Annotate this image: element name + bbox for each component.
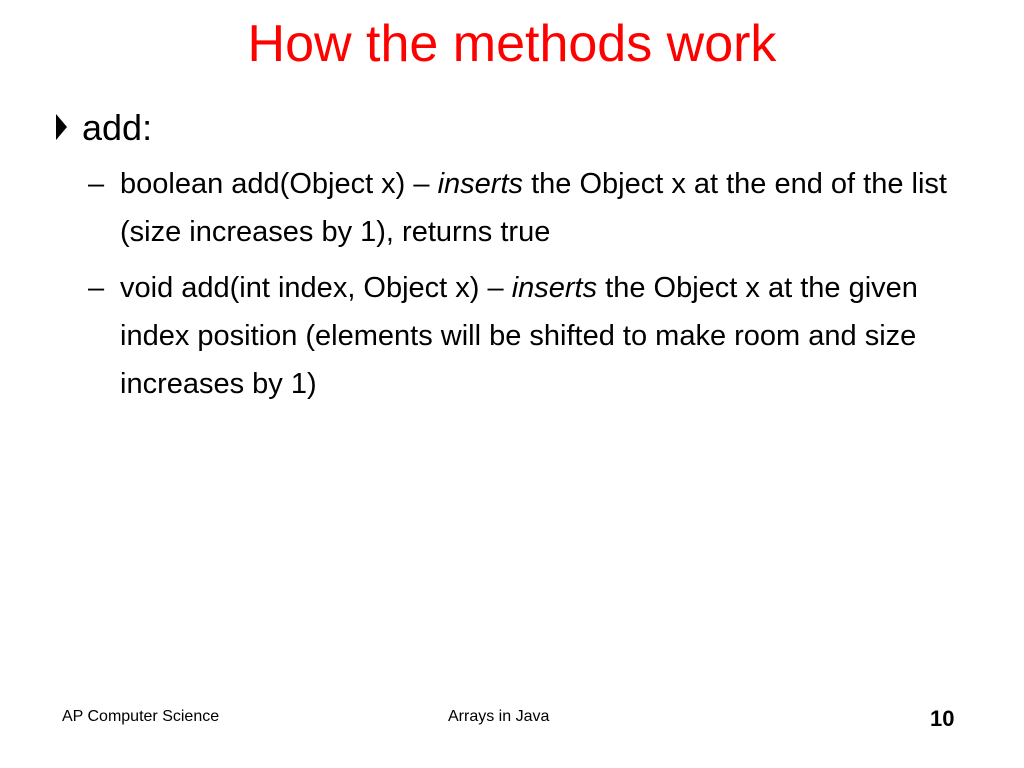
dash-marker: – <box>88 168 105 200</box>
bullet-point-label: add: <box>82 107 153 148</box>
slide-content <box>48 104 988 416</box>
sub-point-text-before: boolean add(Object x) – <box>120 168 438 200</box>
sub-point-emphasis: inserts <box>511 272 598 304</box>
sub-point-text-before: void add(int index, Object x) – <box>120 272 512 304</box>
triangle-bullet-icon <box>56 104 70 152</box>
footer-course: AP Computer Science <box>62 708 220 725</box>
footer-topic: Arrays in Java <box>448 708 550 725</box>
sub-point-text-after: the Object x at the end of the list (size increases by 1), returns true <box>120 168 947 248</box>
sub-point-void-add <box>88 264 980 408</box>
sub-point-boolean-add <box>88 160 980 256</box>
dash-marker: – <box>88 272 105 304</box>
slide-title: How the methods work <box>247 15 777 73</box>
sub-point-emphasis: inserts <box>437 168 524 200</box>
page-number: 10 <box>930 706 955 731</box>
sub-point-text-after: the Object x at the given index position (elements will be shifted to make room and size increases by 1) <box>120 272 918 400</box>
bullet-point-add <box>48 104 988 152</box>
